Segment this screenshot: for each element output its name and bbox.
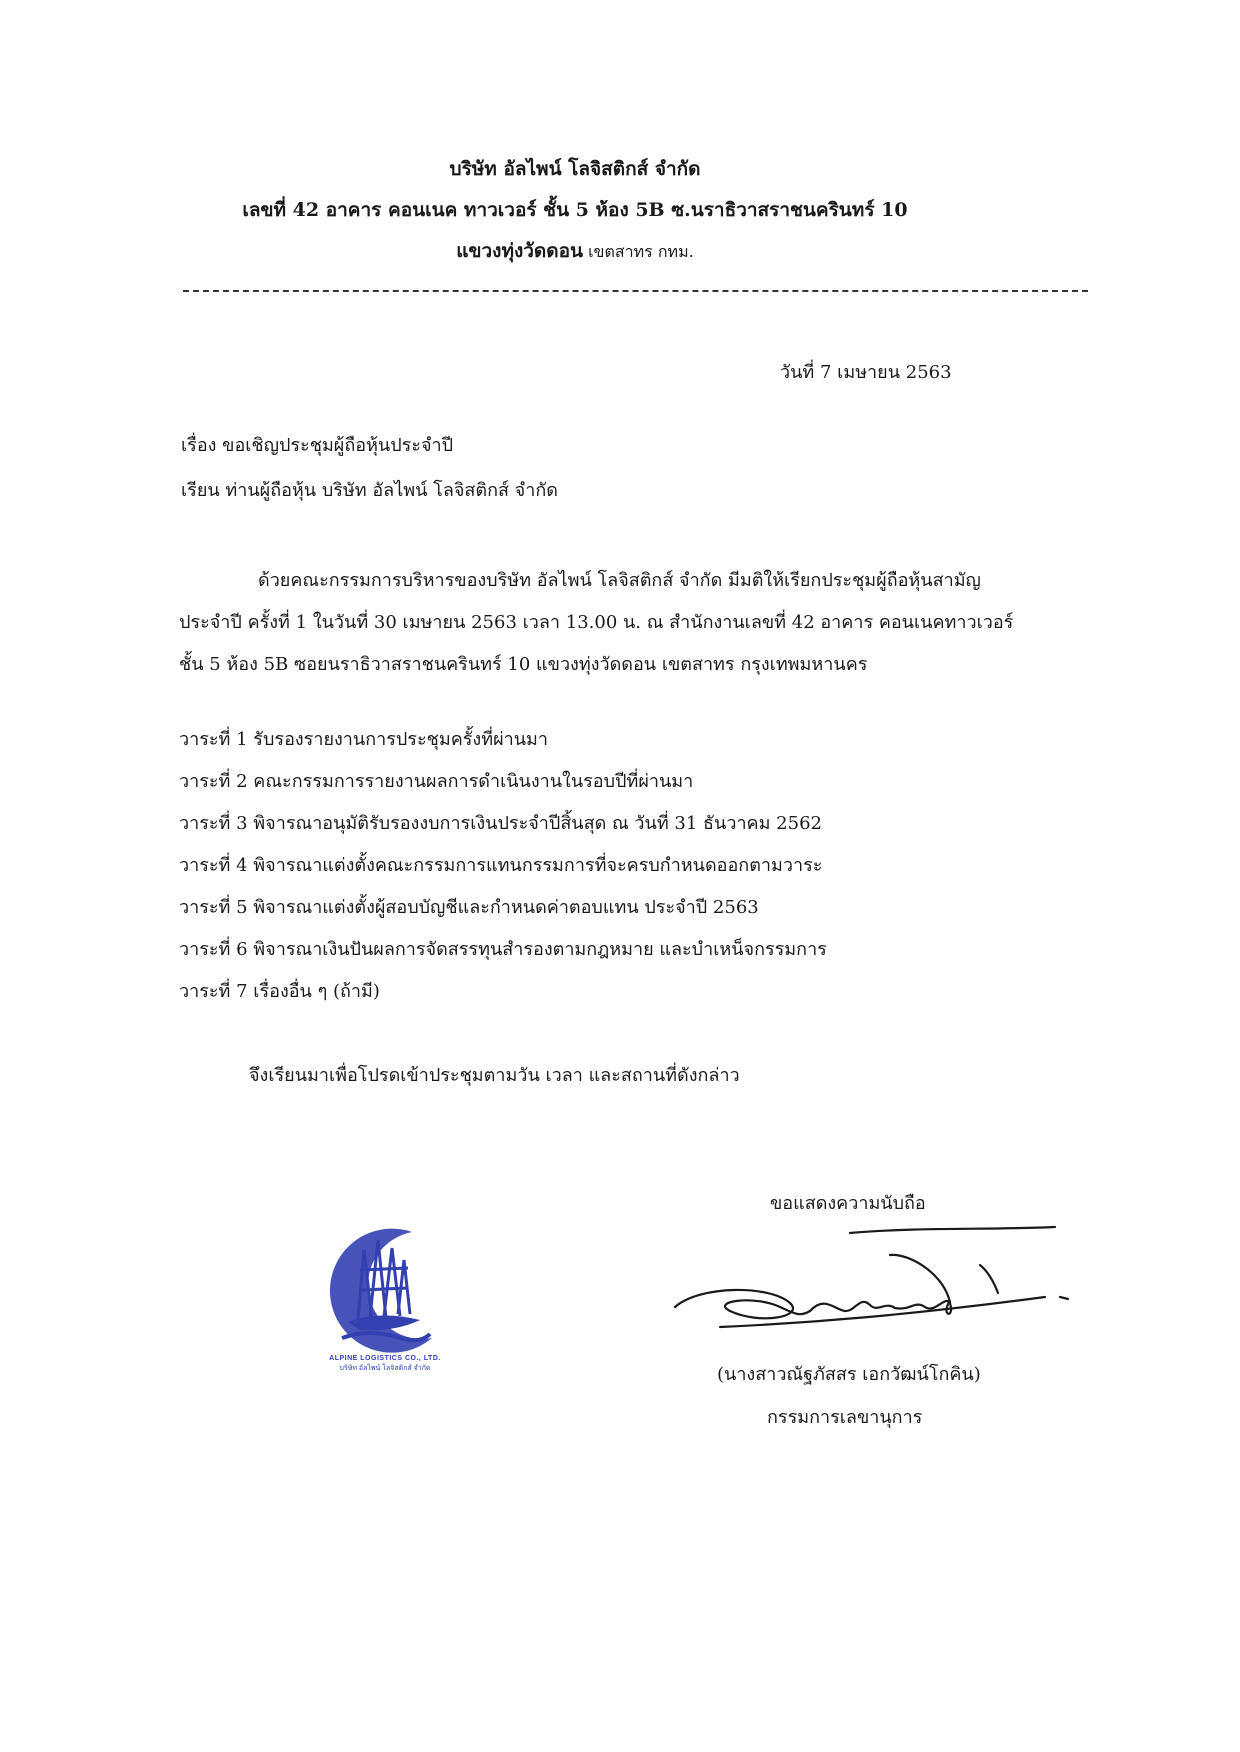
agenda-item: วาระที่ 1 รับรองรายงานการประชุมครั้งที่ผ่านมา xyxy=(179,729,549,750)
body-line-3: ชั้น 5 ห้อง 5B ซอยนราธิวาสราชนครินทร์ 10 แขวงทุ่งวัดดอน เขตสาทร กรุงเทพมหานคร xyxy=(179,654,868,675)
body-line-1: ด้วยคณะกรรมการบริหารของบริษัท อัลไพน์ โลจิสติกส์ จำกัด มีมติให้เรียกประชุมผู้ถือหุ้นสามัญ xyxy=(258,570,981,591)
agenda-item: วาระที่ 3 พิจารณาอนุมัติรับรองงบการเงินประจำปีสิ้นสุด ณ วันที่ 31 ธันวาคม 2562 xyxy=(179,813,822,834)
handwritten-signature-icon xyxy=(660,1215,1080,1355)
address-district: แขวงทุ่งวัดดอน xyxy=(456,240,583,262)
seal-caption-th: บริษัท อัลไพน์ โลจิสติกส์ จำกัด xyxy=(339,1365,431,1372)
regards-text: ขอแสดงความนับถือ xyxy=(770,1193,926,1214)
company-name: บริษัท อัลไพน์ โลจิสติกส์ จำกัด xyxy=(449,158,701,180)
signatory-position: กรรมการเลขานุการ xyxy=(767,1407,923,1428)
signatory-name: (นางสาวณัฐภัสสร เอกวัฒน์โกคิน) xyxy=(717,1364,981,1385)
company-address-line2 xyxy=(0,240,1150,263)
company-address-line1: เลขที่ 42 อาคาร คอนเนค ทาวเวอร์ ชั้น 5 ห้อง 5B ซ.นราธิวาสราชนครินทร์ 10 xyxy=(242,199,908,221)
letter-recipient: เรียน ท่านผู้ถือหุ้น บริษัท อัลไพน์ โลจิสติกส์ จำกัด xyxy=(181,480,558,501)
address-province: เขตสาทร กทม. xyxy=(583,242,694,261)
body-line-2: ประจำปี ครั้งที่ 1 ในวันที่ 30 เมษายน 2563 เวลา 13.00 น. ณ สำนักงานเลขที่ 42 อาคาร คอนเนคทาวเวอร์ xyxy=(179,612,1014,633)
letter-subject: เรื่อง ขอเชิญประชุมผู้ถือหุ้นประจำปี xyxy=(181,435,454,456)
seal-caption-en: ALPINE LOGISTICS CO., LTD. xyxy=(329,1355,441,1362)
agenda-item: วาระที่ 6 พิจารณาเงินปันผลการจัดสรรทุนสำรองตามกฎหมาย และบำเหน็จกรรมการ xyxy=(179,939,827,960)
agenda-item: วาระที่ 5 พิจารณาแต่งตั้งผู้สอบบัญชีและกำหนดค่าตอบแทน ประจำปี 2563 xyxy=(179,897,759,918)
agenda-item: วาระที่ 4 พิจารณาแต่งตั้งคณะกรรมการแทนกรรมการที่จะครบกำหนดออกตามวาระ xyxy=(179,855,823,876)
closing-sentence: จึงเรียนมาเพื่อโปรดเข้าประชุมตามวัน เวลา และสถานที่ดังกล่าว xyxy=(249,1065,740,1086)
agenda-item: วาระที่ 7 เรื่องอื่น ๆ (ถ้ามี) xyxy=(179,981,380,1002)
header-divider xyxy=(183,290,1088,292)
agenda-item: วาระที่ 2 คณะกรรมการรายงานผลการดำเนินงานในรอบปีที่ผ่านมา xyxy=(179,771,694,792)
letter-date: วันที่ 7 เมษายน 2563 xyxy=(780,362,952,383)
